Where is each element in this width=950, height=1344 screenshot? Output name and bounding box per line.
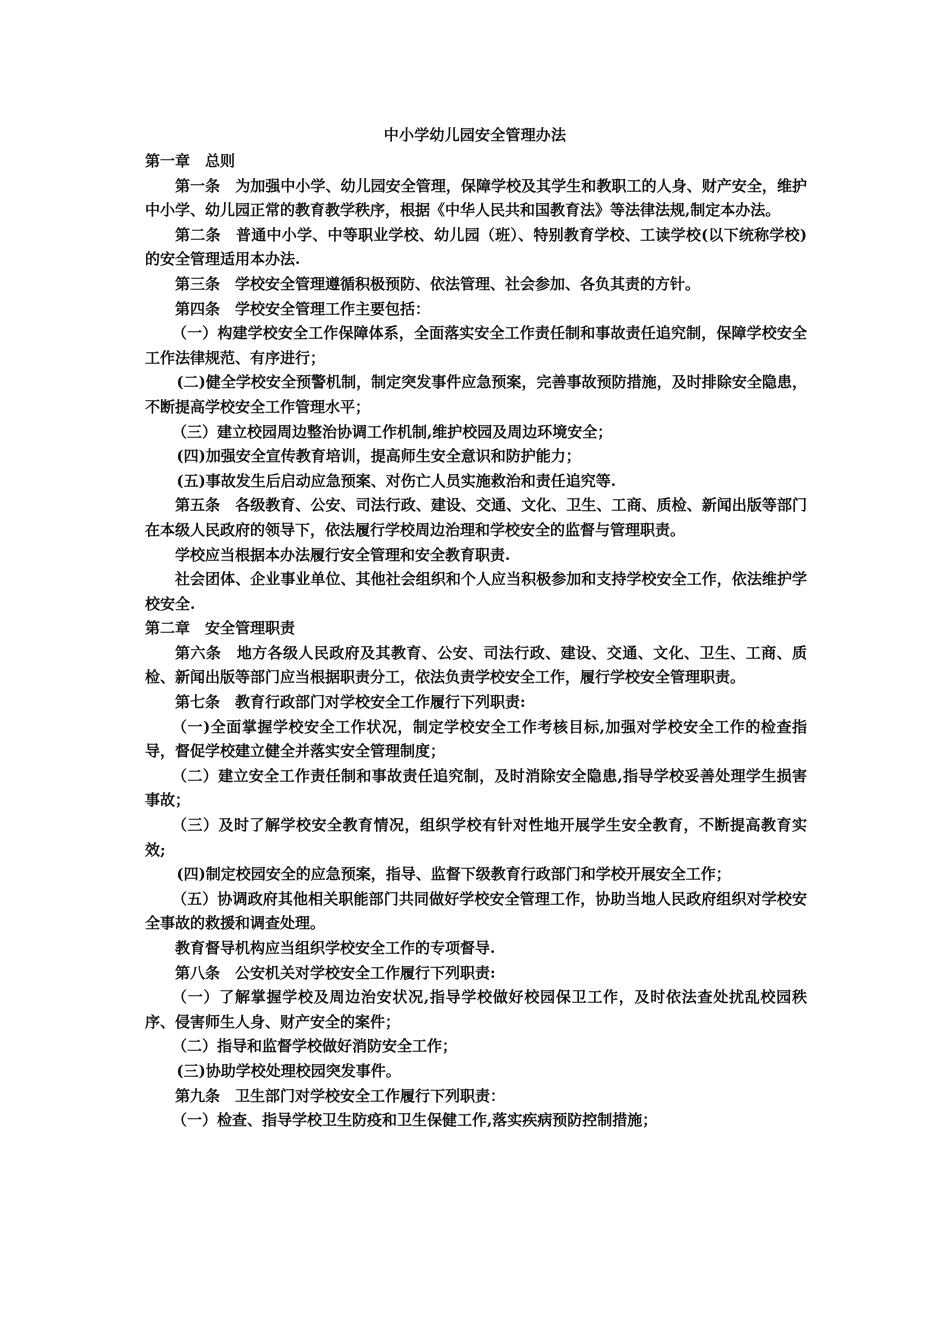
list-item-paragraph: （一）构建学校安全工作保障体系，全面落实安全工作责任制和事故责任追究制，保障学校安全工作法律规范、有序进行；: [145, 324, 807, 367]
article-paragraph: 第九条 卫生部门对学校安全工作履行下列职责：: [175, 1086, 506, 1105]
list-item-paragraph: (二)健全学校安全预警机制，制定突发事件应急预案，完善事故预防措施，及时排除安全隐患，不断提高学校安全工作管理水平；: [145, 373, 807, 416]
chapter-heading: 第一章 总则: [145, 152, 236, 170]
document-body: [145, 149, 807, 1133]
list-item-paragraph: (四)制定校园安全的应急预案，指导、监督下级教育行政部门和学校开展安全工作；: [176, 865, 731, 884]
document-title: 中小学幼儿园安全管理办法: [383, 126, 567, 144]
article-paragraph: 第一条 为加强中小学、幼儿园安全管理，保障学校及其学生和教职工的人身、财产安全，维护中小学、幼儿园正常的教育教学秩序，根据《中华人民共和国教育法》等法律法规,制定本办法。: [145, 176, 807, 220]
article-paragraph: 第八条 公安机关对学校安全工作履行下列职责:: [175, 963, 496, 982]
list-item-paragraph: (三)协助学校处理校园突发事件。: [176, 1061, 401, 1080]
list-item-paragraph: （二）指导和监督学校做好消防安全工作；: [172, 1037, 458, 1056]
body-paragraph: 社会团体、企业事业单位、其他社会组织和个人应当积极参加和支持学校安全工作，依法维护学校安全.: [145, 570, 807, 613]
body-paragraph: 教育督导机构应当组织学校安全工作的专项督导.: [175, 939, 496, 957]
body-paragraph: 学校应当根据本办法履行安全管理和安全教育职责.: [175, 545, 511, 564]
article-paragraph: 第三条 学校安全管理遵循积极预防、依法管理、社会参加、各负其责的方针。: [175, 274, 701, 293]
list-item-paragraph: （五）协调政府其他相关职能部门共同做好学校安全管理工作，协助当地人民政府组织对学校安全事故的救援和调查处理。: [145, 889, 807, 933]
list-item-paragraph: （三）及时了解学校安全教育情况，组织学校有针对性地开展学生安全教育，不断提高教育实效;: [145, 816, 807, 859]
list-item-paragraph: （三）建立校园周边整治协调工作机制,维护校园及周边环境安全；: [172, 422, 613, 441]
chapter-heading: 第二章 安全管理职责: [145, 619, 296, 638]
article-paragraph: 第二条 普通中小学、中等职业学校、幼儿园（班）、特别教育学校、工读学校(以下统称学校)的安全管理适用本办法.: [145, 225, 807, 269]
list-item-paragraph: (四)加强安全宣传教育培训，提高师生安全意识和防护能力；: [176, 447, 581, 466]
list-item-paragraph: （一)全面掌握学校安全工作状况，制定学校安全工作考核目标,加强对学校安全工作的检查指导，督促学校建立健全并落实安全管理制度；: [145, 717, 807, 761]
article-paragraph: 第五条 各级教育、公安、司法行政、建设、交通、文化、卫生、工商、质检、新闻出版等部门在本级人民政府的领导下，依法履行学校周边治理和学校安全的监督与管理职责。: [145, 496, 807, 539]
article-paragraph: 第四条 学校安全管理工作主要包括：: [175, 299, 431, 318]
list-item-paragraph: （二）建立安全工作责任制和事故责任追究制，及时消除安全隐患,指导学校妥善处理学生损害事故；: [145, 766, 807, 810]
article-paragraph: 第七条 教育行政部门对学校安全工作履行下列职责:: [175, 693, 526, 712]
list-item-paragraph: （一）了解掌握学校及周边治安状况,指导学校做好校园保卫工作，及时依法查处扰乱校园秩序、侵害师生人身、财产安全的案件；: [145, 988, 807, 1031]
list-item-paragraph: （一）检查、指导学校卫生防疫和卫生保健工作,落实疾病预防控制措施；: [172, 1111, 658, 1130]
article-paragraph: 第六条 地方各级人民政府及其教育、公安、司法行政、建设、交通、文化、卫生、工商、质检、新闻出版等部门应当根据职责分工，依法负责学校安全工作，履行学校安全管理职责。: [145, 643, 807, 687]
list-item-paragraph: (五)事故发生后启动应急预案、对伤亡人员实施救治和责任追究等.: [176, 471, 616, 490]
